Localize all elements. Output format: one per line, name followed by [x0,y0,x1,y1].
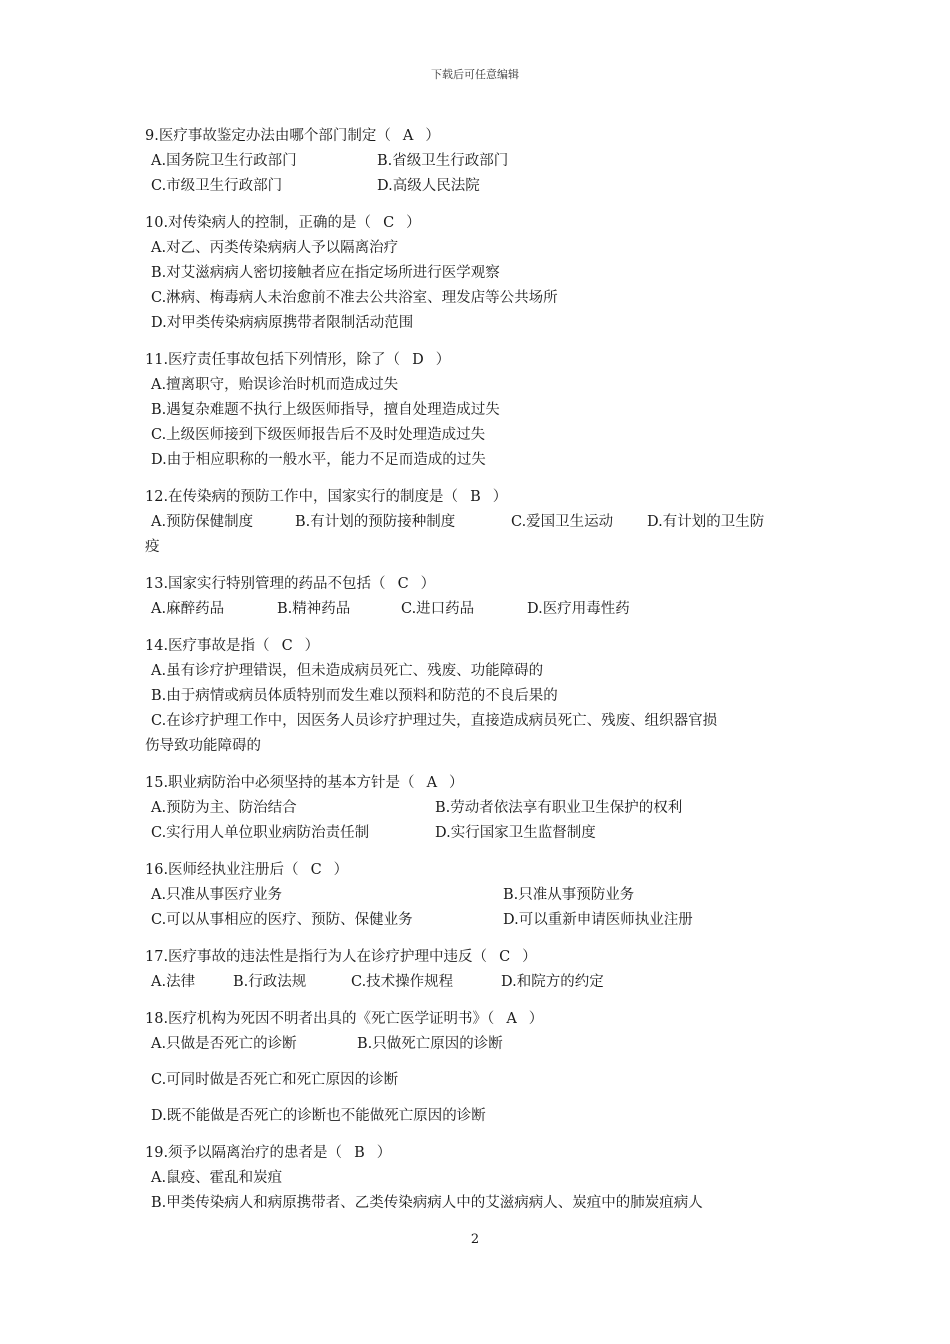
option-d: D.有计划的卫生防 [647,514,765,530]
question-19 [145,1141,815,1216]
option-b: B.甲类传染病人和病原携带者、乙类传染病病人中的艾滋病病人、炭疽中的肺炭疽病人 [151,1195,703,1211]
option-c: C.市级卫生行政部门 [151,178,283,194]
option-row [145,510,815,535]
option-c-continued: 伤导致功能障碍的 [145,738,261,754]
question-stem: 12.在传染病的预防工作中，国家实行的制度是（ B ） [145,485,815,510]
option-row [145,796,815,821]
option-d: D.医疗用毒性药 [527,601,630,617]
option-b: B.只准从事预防业务 [503,887,635,903]
option-row [145,1032,815,1057]
option-row [145,149,815,174]
option-c: C.爱国卫生运动 [511,514,614,530]
option-d: D.由于相应职称的一般水平，能力不足而造成的过失 [151,452,486,468]
question-stem: 14.医疗事故是指（ C ） [145,634,815,659]
option-c: C.进口药品 [401,601,475,617]
option-d: D.可以重新申请医师执业注册 [503,912,693,928]
option-row [145,908,815,933]
option-b: B.行政法规 [233,974,307,990]
option-b: B.精神药品 [277,601,351,617]
option-d: D.实行国家卫生监督制度 [435,825,596,841]
option-a: A.法律 [151,974,196,990]
option-b: B.遇复杂难题不执行上级医师指导，擅自处理造成过失 [151,402,500,418]
option-a: A.国务院卫生行政部门 [151,153,297,169]
option-c: C.可以从事相应的医疗、预防、保健业务 [151,912,413,928]
option-d: D.既不能做是否死亡的诊断也不能做死亡原因的诊断 [151,1108,486,1124]
option-a: A.对乙、丙类传染病病人予以隔离治疗 [151,240,399,256]
question-stem: 10.对传染病人的控制，正确的是（ C ） [145,211,815,236]
option-a: A.鼠疫、霍乱和炭疽 [151,1170,283,1186]
option-a: A.麻醉药品 [151,601,225,617]
question-stem: 19.须予以隔离治疗的患者是（ B ） [145,1141,815,1166]
option-d: D.和院方的约定 [501,974,604,990]
question-15 [145,771,815,846]
question-17 [145,945,815,995]
option-row [145,597,815,622]
question-11 [145,348,815,473]
option-row [145,883,815,908]
question-stem: 16.医师经执业注册后（ C ） [145,858,815,883]
option-b: B.只做死亡原因的诊断 [357,1036,503,1052]
option-c: C.可同时做是否死亡和死亡原因的诊断 [151,1072,399,1088]
answer: B [354,1145,365,1161]
question-9 [145,124,815,199]
option-a: A.擅离职守，贻误诊治时机而造成过失 [151,377,399,393]
option-row [145,970,815,995]
question-stem: 17.医疗事故的违法性是指行为人在诊疗护理中违反（ C ） [145,945,815,970]
answer: C [499,949,511,965]
question-18 [145,1007,815,1129]
question-16 [145,858,815,933]
answer: A [402,128,414,144]
question-stem: 11.医疗责任事故包括下列情形，除了（ D ） [145,348,815,373]
option-d: D.对甲类传染病病原携带者限制活动范围 [151,315,414,331]
option-b: B.由于病情或病员体质特别而发生难以预料和防范的不良后果的 [151,688,558,704]
answer: A [506,1011,517,1027]
question-stem: 18.医疗机构为死因不明者出具的《死亡医学证明书》（ A ） [145,1007,815,1032]
option-c: C.在诊疗护理工作中，因医务人员诊疗护理过失，直接造成病员死亡、残废、组织器官损 [151,713,718,729]
answer: A [426,775,438,791]
option-c: C.技术操作规程 [351,974,454,990]
question-14 [145,634,815,759]
page-header: 下载后可任意编辑 [431,68,519,81]
option-d: D.高级人民法院 [377,178,480,194]
option-c: C.淋病、梅毒病人未治愈前不准去公共浴室、理发店等公共场所 [151,290,558,306]
answer: C [281,638,293,654]
option-a: A.虽有诊疗护理错误，但未造成病员死亡、残废、功能障碍的 [151,663,544,679]
option-c: C.实行用人单位职业病防治责任制 [151,825,370,841]
option-b: B.有计划的预防接种制度 [295,514,456,530]
question-stem: 15.职业病防治中必须坚持的基本方针是（ A ） [145,771,815,796]
option-b: B.省级卫生行政部门 [377,153,509,169]
option-a: A.预防保健制度 [151,514,254,530]
option-a: A.只做是否死亡的诊断 [151,1036,297,1052]
option-b: B.对艾滋病病人密切接触者应在指定场所进行医学观察 [151,265,500,281]
answer: C [383,215,395,231]
option-a: A.只准从事医疗业务 [151,887,283,903]
option-d-continued: 疫 [145,539,160,555]
option-row [145,821,815,846]
page-number: 2 [470,1232,480,1247]
option-row [145,174,815,199]
option-c: C.上级医师接到下级医师报告后不及时处理造成过失 [151,427,486,443]
answer: C [397,576,409,592]
question-stem: 13.国家实行特别管理的药品不包括（ C ） [145,572,815,597]
option-b: B.劳动者依法享有职业卫生保护的权利 [435,800,683,816]
question-list [145,124,815,1228]
answer: B [470,489,481,505]
answer: C [310,862,322,878]
answer: D [412,352,424,368]
question-13 [145,572,815,622]
question-stem: 9.医疗事故鉴定办法由哪个部门制定（ A ） [145,124,815,149]
option-a: A.预防为主、防治结合 [151,800,297,816]
question-12 [145,485,815,560]
question-10 [145,211,815,336]
